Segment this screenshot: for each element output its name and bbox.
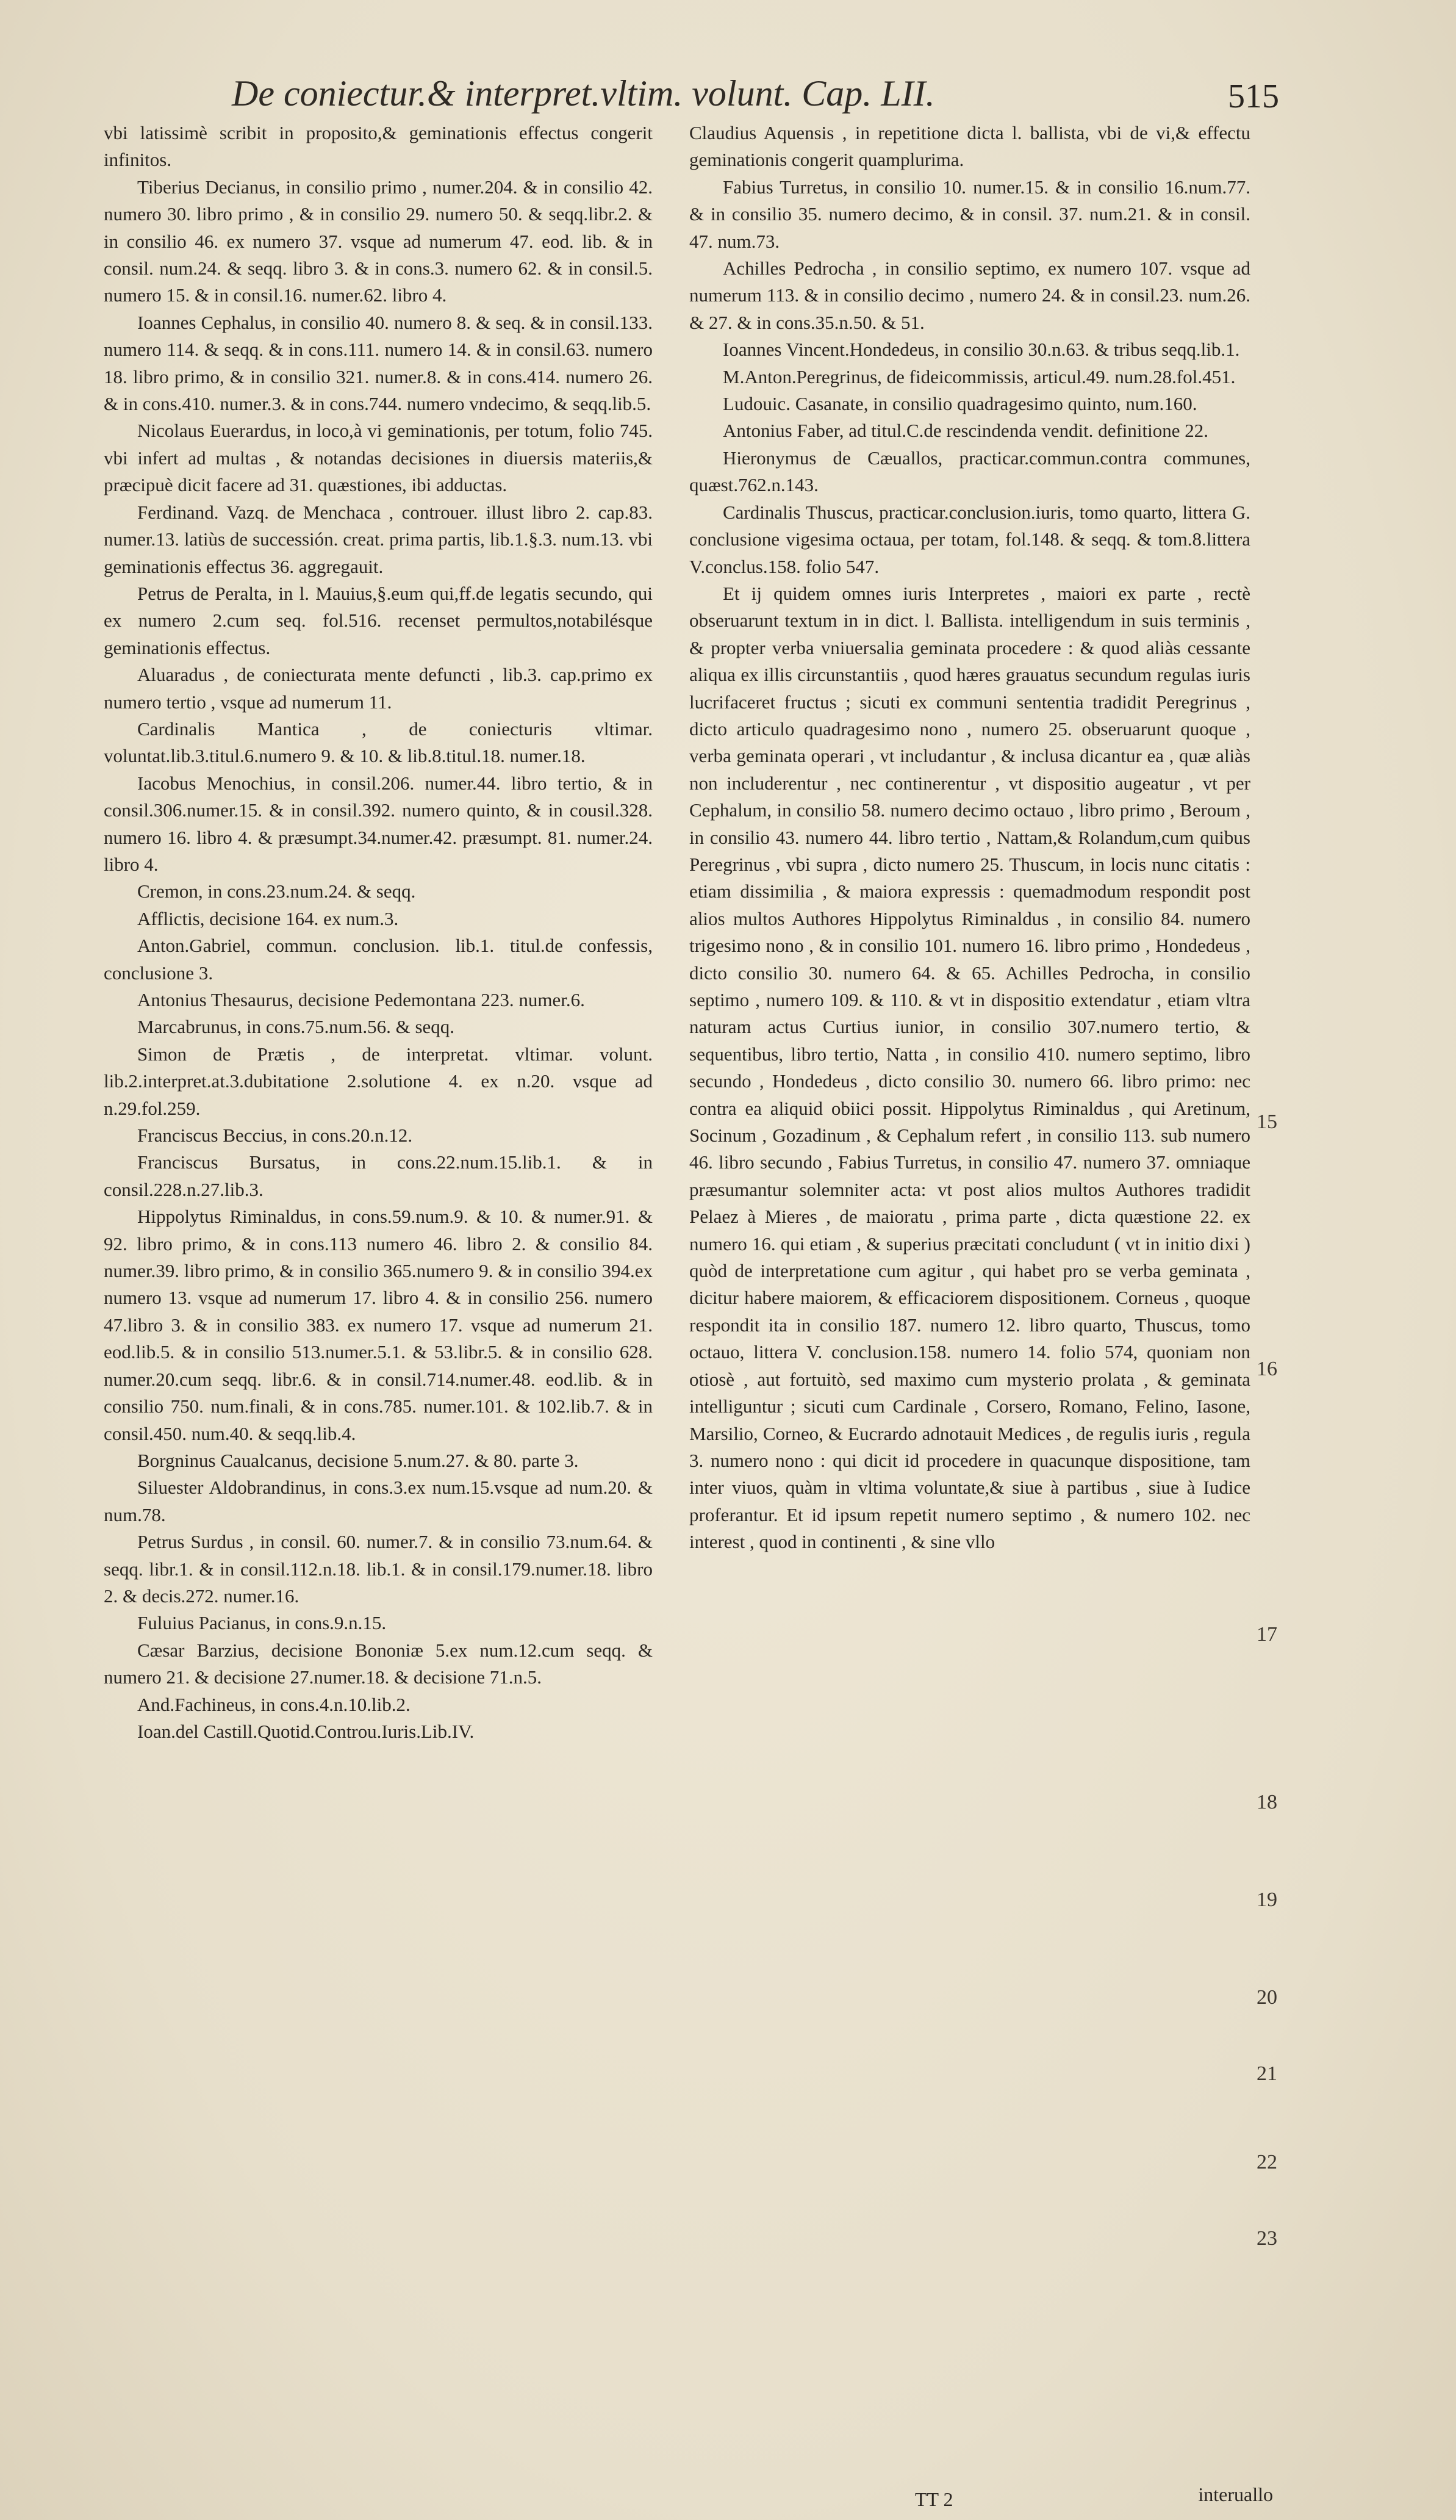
citation-entry: Cæsar Barzius, decisione Bononiæ 5.ex num.12.cum seqq. & numero 21. & decisione 27.numer.18. & decisione 71.n.5. (104, 1639, 653, 1688)
right-column (689, 120, 1250, 1556)
margin-number: 23 (1257, 2227, 1277, 2250)
citation-entry: Aluaradus , de coniecturata mente defuncti , lib.3. cap.primo ex numero tertio , vsque ad numerum 11. (104, 664, 653, 713)
citation-entry: Franciscus Bursatus, in cons.22.num.15.lib.1. & in consil.228.n.27.lib.3. (104, 1151, 653, 1200)
citation-entry: Cremon, in cons.23.num.24. & seqq. (137, 880, 416, 902)
citation-entry: Marcabrunus, in cons.75.num.56. & seqq. (137, 1016, 455, 1038)
citation-entry: Antonius Thesaurus, decisione Pedemontana 223. numer.6. (137, 989, 585, 1010)
citation-entry: Achilles Pedrocha , in consilio septimo, ex numero 107. vsque ad numerum 113. & in consilio decimo , numero 24. & in consil.23. num.26. & 27. & in cons.35.n.50. & 51. (689, 257, 1250, 333)
citation-entry: Ludouic. Casanate, in consilio quadragesimo quinto, num.160. (723, 393, 1197, 415)
citation-entry: Fuluius Pacianus, in cons.9.n.15. (137, 1612, 387, 1634)
margin-number: 21 (1257, 2062, 1277, 2085)
citation-entry: Ferdinand. Vazq. de Menchaca , controuer. illust libro 2. cap.83. numer.13. latiùs de successión. creat. prima partis, lib.1.§.3. num.13. vbi geminationis effectus 36. aggregauit. (104, 501, 653, 577)
running-head (232, 66, 1287, 121)
citation-entry: Hieronymus de Cæuallos, practicar.commun.contra communes, quæst.762.n.143. (689, 447, 1250, 496)
margin-number: 15 (1257, 1111, 1277, 1133)
margin-number: 16 (1257, 1358, 1277, 1380)
margin-number: 18 (1257, 1791, 1277, 1813)
page-number: 515 (1228, 77, 1279, 115)
citation-entry: Ioan.del Castill.Quotid.Controu.Iuris.Lib.IV. (137, 1720, 475, 1742)
citation-entry: And.Fachineus, in cons.4.n.10.lib.2. (137, 1693, 411, 1715)
citation-entry: Cardinalis Mantica , de coniecturis vltimar. voluntat.lib.3.titul.6.numero 9. & 10. & lib.8.titul.18. numer.18. (104, 718, 653, 767)
citation-entry: Antonius Faber, ad titul.C.de rescindenda vendit. definitione 22. (723, 420, 1208, 442)
running-head-title: De coniectur.& interpret.vltim. volunt. Cap. LII. (232, 73, 935, 113)
citation-entry: M.Anton.Peregrinus, de fideicommissis, articul.49. num.28.fol.451. (723, 365, 1236, 387)
left-column (104, 120, 653, 1745)
citation-entry: Simon de Prætis , de interpretat. vltimar. volunt. lib.2.interpret.at.3.dubitatione 2.solutione 4. ex n.20. vsque ad n.29.fol.259. (104, 1043, 653, 1119)
citation-entry: Tiberius Decianus, in consilio primo , numer.204. & in consilio 42. numero 30. libro primo , & in consilio 29. numero 50. & seqq.libr.2. & in consilio 46. ex numero 37. vsque ad numerum 47. eod. lib. & in consil. num.24. & seqq. libro 3. & in cons.3. numero 62. & in consil.5. numero 15. & in consil.16. numer.62. libro 4. (104, 176, 653, 306)
citation-entry: Cardinalis Thuscus, practicar.conclusion.iuris, tomo quarto, littera G. conclusione vigesima octaua, per totam, fol.148. & seqq. & tom.8.littera V.conclus.158. folio 547. (689, 501, 1250, 577)
citation-entry: Petrus de Peralta, in l. Mauius,§.eum qui,ff.de legatis secundo, qui ex numero 2.cum seq. fol.516. recenset permultos,notabilésque geminationis effectus. (104, 582, 653, 658)
citation-entry: Claudius Aquensis , in repetitione dicta l. ballista, vbi de vi,& effectu geminationis congerit quamplurima. (689, 122, 1250, 171)
citation-entry: Hippolytus Riminaldus, in cons.59.num.9. & 10. & numer.91. & 92. libro primo, & in cons.113 numero 46. libro 2. & consilio 84. numer.39. libro primo, & in consilio 365.numero 9. & in consilio 394.ex numero 13. vsque ad numerum 17. libro 4. & in consilio 256. numero 47.libro 3. & in consilio 383. ex numero 17. vsque ad numerum 21. eod.lib.5. & in consilio 513.numer.5.1. & 53.libr.5. & in consilio 628. numer.20.cum seqq. libr.6. & in consil.714.numer.48. eod.lib. & in consilio 750. num.finali, & in cons.785. numer.101. & 102.lib.7. & in consil.450. num.40. & seqq.lib.4. (104, 1206, 653, 1444)
margin-number: 22 (1257, 2151, 1277, 2173)
margin-number: 20 (1257, 1986, 1277, 2009)
citation-entry: Franciscus Beccius, in cons.20.n.12. (137, 1125, 413, 1147)
margin-number: 17 (1257, 1623, 1277, 1646)
signature-mark: TT 2 (915, 2488, 953, 2510)
citation-entry: Et ij quidem omnes iuris Interpretes , maiori ex parte , rectè obseruarunt textum in in dict. l. Ballista. intelligendum in suis terminis , & propter verba vniuersalia geminata procederе : & quod aliàs cessante aliqua ex illis circunstantiis , quod hæres grauatus secundum regulas iuris lucrifaceret fructus ; sicuti ex communi sententia tradidit Peregrinus , dicto articulo quadragesimo nono , numero 25. obseruarunt quoque , verba geminata operari , vt includantur , & inclusa dicantur ea , quæ aliàs non includerentur , nec continerentur , vt dispositio augeatur , vt per Cephalum, in consilio 58. numero decimo octauo , libro primo , Beroum , in consilio 43. numero 44. libro tertio , Nattam,& Rolandum,cum quibus Peregrinus , vbi supra , dicto numero 25. Thuscum, in locis nunc citatis : etiam dissimilia , & maiora expressis : quemadmodum respondit post alios multos Authores Hippolytus Riminaldus , in consilio 84. numero trigesimo nono , & in consilio 101. numero 16. libro primo , Hondedeus , dicto consilio 30. numero 64. & 65. Achilles Pedrocha, in consilio septimo , numero 109. & 110. & vt in dispositio extendatur , etiam vltra naturam actus Curtius iunior, in consilio 307.numero tertio, & sequentibus, libro tertio, Natta , in consilio 410. numero septimo, libro secundo , Hondedeus , dicto consilio 30. numero 66. libro primo: nec contra ea aliquid obiici possit. Hippolytus Riminaldus , qui Aretinum, Socinum , Gozadinum , & Cephalum refert , in consilio 113. sub numero 46. libro secundo , Fabius Turretus, in consilio 47. numero 37. omniaque præsumantur solemniter acta: vt post alios multos Authores tradidit Pelaez à Mieres , de maioratu , prima parte , dicta quæstione 22. ex numero 16. qui etiam , & superius præcitati concludunt ( vt in initio dixi ) quòd de interpretatione cum agitur , qui habet pro se verba geminata , dicitur habere maiorem, & efficaciorem dispositionem. Corneus , quoque respondit ita in consilio 187. numero 12. libro quarto, Thuscus, tomo octauo, littera V. conclusion.158. numero 14. folio 574, quoniam non otiosè , aut fortuitò, sed maximo cum mysterio prolata , & geminata intelliguntur ; sicuti cum Cardinale , Corsero, Romano, Felino, Iasone, Marsilio, Corneo, & Eucrardo adnotauit Medices , de regulis iuris , regula 3. numero nono : qui dicit id procedere in quacunque dispositione, tam inter viuos, quàm in vltima voluntate,& siue à partibus , siue à Iudice proferantur. Et id ipsum repetit numero septimo , & numero 102. nec interest , quod in continenti , & sine vllo (689, 582, 1250, 1553)
citation-entry: Afflictis, decisione 164. ex num.3. (137, 907, 399, 929)
citation-entry: Ioannes Cephalus, in consilio 40. numero 8. & seq. & in consil.133. numero 114. & seqq. & in cons.111. numero 14. & in consil.63. numero 18. libro primo, & in consilio 321. numer.8. & in cons.414. numero 26. & in cons.410. numer.3. & in cons.744. numero vndecimo, & seqq.lib.5. (104, 311, 653, 415)
citation-entry: vbi latissimè scribit in proposito,& geminationis effectus congerit infinitos. (104, 122, 653, 171)
citation-entry: Siluester Aldobrandinus, in cons.3.ex num.15.vsque ad num.20. & num.78. (104, 1477, 653, 1525)
citation-entry: Nicolaus Euerardus, in loco,à vi geminationis, per totum, folio 745. vbi infert ad multas , & notandas decisiones in diuersis materiis,& præcipuè dicit facere ad 31. quæstiones, ibi adductas. (104, 420, 653, 496)
citation-entry: Anton.Gabriel, commun. conclusion. lib.1. titul.de confessis, conclusione 3. (104, 935, 653, 984)
citation-entry: Fabius Turretus, in consilio 10. numer.15. & in consilio 16.num.77. & in consilio 35. numero decimo, & in consil. 37. num.21. & in consil. 47. num.73. (689, 176, 1250, 252)
citation-entry: Petrus Surdus , in consil. 60. numer.7. & in consilio 73.num.64. & seqq. libr.1. & in consil.112.n.18. lib.1. & in consil.179.numer.18. libro 2. & decis.272. numer.16. (104, 1531, 653, 1607)
catchword: interuallo (1198, 2483, 1273, 2505)
citation-entry: Borgninus Caualcanus, decisione 5.num.27. & 80. parte 3. (137, 1449, 579, 1471)
citation-entry: Ioannes Vincent.Hondedeus, in consilio 30.n.63. & tribus seqq.lib.1. (723, 339, 1240, 361)
citation-entry: Iacobus Menochius, in consil.206. numer.44. libro tertio, & in consil.306.numer.15. & in consil.392. numero quinto, & in cousil.328. numero 16. libro 4. & præsumpt.34.numer.42. præsumpt. 81. numer.24. libro 4. (104, 772, 653, 875)
margin-number: 19 (1257, 1888, 1277, 1911)
